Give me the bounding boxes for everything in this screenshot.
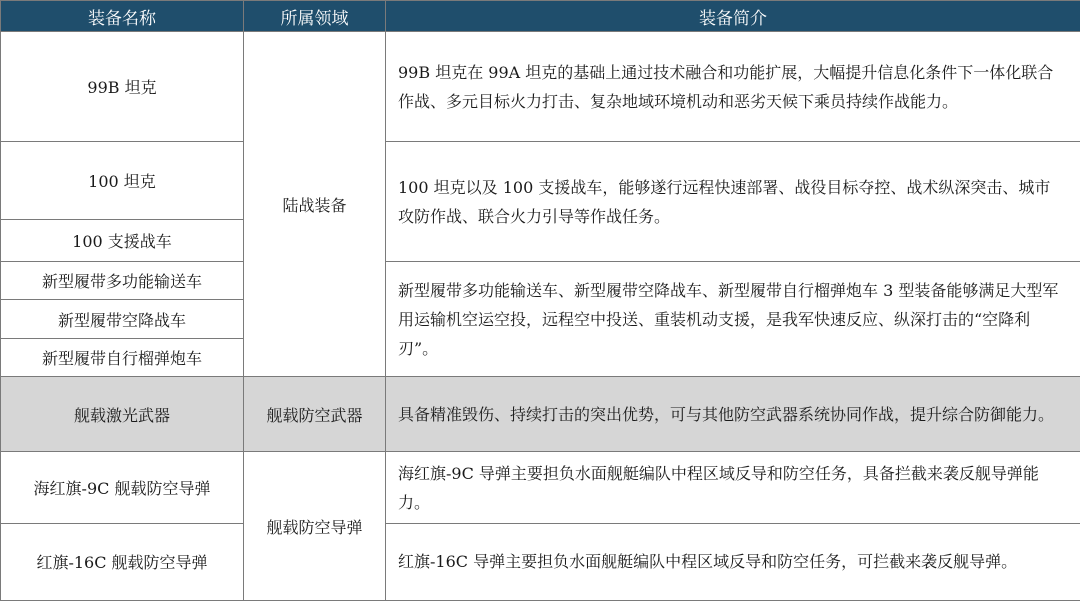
equipment-name-cell: 100 支援战车: [1, 220, 244, 262]
header-equipment-name: 装备名称: [1, 1, 244, 32]
header-introduction: 装备简介: [386, 1, 1080, 32]
equipment-name-cell: 海红旗-9C 舰载防空导弹: [1, 452, 244, 524]
table-row: [1, 523, 1080, 600]
introduction-cell: 海红旗-9C 导弹主要担负水面舰艇编队中程区域反导和防空任务，具备拦截来袭反舰导弹能力。: [386, 452, 1080, 524]
equipment-name-cell: 新型履带自行榴弹炮车: [1, 338, 244, 376]
introduction-cell: 99B 坦克在 99A 坦克的基础上通过技术融合和功能扩展，大幅提升信息化条件下一体化联合作战、多元目标火力打击、复杂地域环境机动和恶劣天候下乘员持续作战能力。: [386, 32, 1080, 142]
introduction-cell: 新型履带多功能输送车、新型履带空降战车、新型履带自行榴弹炮车 3 型装备能够满足大型军用运输机空运空投，远程空中投送、重装机动支援，是我军快速反应、纵深打击的“空降利刃”。: [386, 261, 1080, 376]
introduction-cell: 红旗-16C 导弹主要担负水面舰艇编队中程区域反导和防空任务，可拦截来袭反舰导弹。: [386, 523, 1080, 600]
equipment-name-cell: 新型履带空降战车: [1, 300, 244, 338]
introduction-cell: 100 坦克以及 100 支援战车，能够遂行远程快速部署、战役目标夺控、战术纵深突击、城市攻防作战、联合火力引导等作战任务。: [386, 142, 1080, 262]
equipment-name-cell: 新型履带多功能输送车: [1, 261, 244, 299]
domain-cell: 陆战装备: [244, 32, 386, 377]
introduction-cell: 具备精准毁伤、持续打击的突出优势，可与其他防空武器系统协同作战，提升综合防御能力。: [386, 377, 1080, 452]
table-row: [1, 261, 1080, 299]
equipment-name-cell: 红旗-16C 舰载防空导弹: [1, 523, 244, 600]
equipment-name-cell: 99B 坦克: [1, 32, 244, 142]
table-row: [1, 452, 1080, 524]
domain-cell: 舰载防空武器: [244, 377, 386, 452]
header-row: [1, 1, 1080, 32]
equipment-name-cell: 舰载激光武器: [1, 377, 244, 452]
equipment-name-cell: 100 坦克: [1, 142, 244, 220]
header-domain: 所属领域: [244, 1, 386, 32]
table-row: [1, 142, 1080, 220]
domain-cell: 舰载防空导弹: [244, 452, 386, 601]
table-row: [1, 377, 1080, 452]
table-row: [1, 32, 1080, 142]
